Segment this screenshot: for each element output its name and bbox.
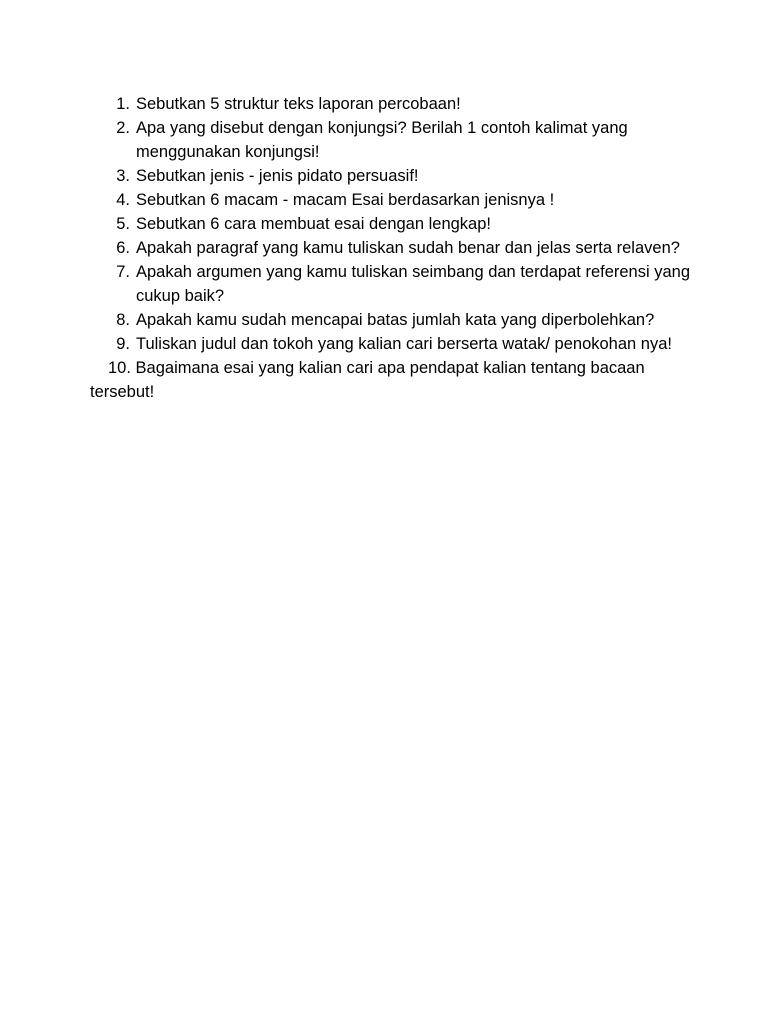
question-text: Sebutkan 6 macam - macam Esai berdasarkan jenisnya ! <box>136 191 555 209</box>
question-number: 6. <box>116 239 130 257</box>
question-text: Sebutkan 5 struktur teks laporan percobaan! <box>136 95 461 113</box>
question-item-6 <box>90 236 690 260</box>
question-number: 7. <box>116 263 130 281</box>
question-text: Bagaimana esai yang kalian cari apa pendapat kalian tentang bacaan tersebut! <box>90 359 645 401</box>
question-number: 4. <box>116 191 130 209</box>
question-text: Apa yang disebut dengan konjungsi? Berilah 1 contoh kalimat yang menggunakan konjungsi! <box>136 119 628 161</box>
question-item-5 <box>90 212 690 236</box>
question-list <box>90 92 690 404</box>
question-item-7 <box>90 260 690 308</box>
question-item-8 <box>90 308 690 332</box>
question-number: 3. <box>116 167 130 185</box>
question-number: 9. <box>116 335 130 353</box>
question-item-10 <box>90 356 690 404</box>
question-item-4 <box>90 188 690 212</box>
question-number: 5. <box>116 215 130 233</box>
question-text: Sebutkan 6 cara membuat esai dengan lengkap! <box>136 215 491 233</box>
question-text: Tuliskan judul dan tokoh yang kalian cari berserta watak/ penokohan nya! <box>136 335 672 353</box>
question-text: Apakah argumen yang kamu tuliskan seimbang dan terdapat referensi yang cukup baik? <box>136 263 691 305</box>
question-number: 8. <box>116 311 130 329</box>
question-item-3 <box>90 164 690 188</box>
question-item-2 <box>90 116 690 164</box>
question-text: Apakah paragraf yang kamu tuliskan sudah benar dan jelas serta relaven? <box>136 239 680 257</box>
question-item-9 <box>90 332 690 356</box>
question-text: Sebutkan jenis - jenis pidato persuasif! <box>136 167 419 185</box>
question-number: 10. <box>108 359 131 377</box>
question-item-1 <box>90 92 690 116</box>
question-text: Apakah kamu sudah mencapai batas jumlah kata yang diperbolehkan? <box>136 311 655 329</box>
question-number: 1. <box>116 95 130 113</box>
question-number: 2. <box>116 119 130 137</box>
